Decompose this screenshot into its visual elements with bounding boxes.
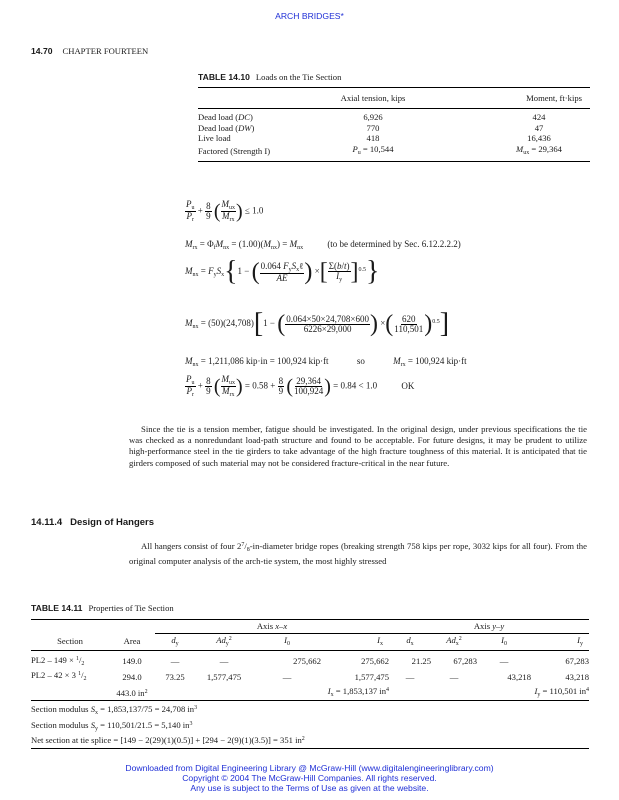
equation-note: (to be determined by Sec. 6.12.2.2.2) — [327, 239, 461, 249]
row-axial: $P_u = 10,544$ — [352, 143, 394, 156]
cell-section: PL2 – 42 × 3 $^1/_2$ — [31, 670, 87, 682]
cell: 67,283 — [565, 656, 589, 666]
col-ix: $I_x$ — [321, 634, 389, 651]
table-row — [31, 669, 589, 685]
table-caption: Properties of Tie Section — [88, 603, 174, 613]
equation-mnx-formula: $M_{nx} = F_yS_x\{1$ − ( $\frac{0.064 F_yS_x\ell}{AE}$ ) ×[ $\frac{\Sigma(b/t)}{I_y}$ ]$^{0.5}$} — [185, 256, 380, 287]
table-row — [198, 123, 590, 134]
footer-terms[interactable]: Any use is subject to the Terms of Use as given at the website. — [190, 783, 429, 793]
table-14-10-title — [198, 72, 341, 82]
loads-table — [198, 87, 590, 162]
table-row — [198, 144, 590, 162]
table-row — [198, 133, 590, 144]
axis-group-row — [31, 620, 589, 634]
cell-section: $PL2 - 149 \times ^1/_2$ — [31, 654, 85, 667]
col-axial-header: Axial tension, kips — [298, 88, 448, 109]
row-axial: 418 — [366, 133, 380, 143]
total-area: 443.0 $in^2$ — [116, 687, 148, 698]
cell: — — [405, 671, 415, 682]
col-i0-y: $I_0$ — [477, 634, 531, 651]
table-note: Section modulus $S_y = 110,501/21.5 = 5,140$ $in^3$ — [31, 719, 193, 732]
table-note: Net section at tie splice = [149 − 2(29)(1)(0.5)] + [294 − 2(9)(1)(3.5)] = 351 $in^2$ — [31, 735, 305, 745]
row-moment: 16,436 — [527, 133, 551, 143]
cell: 43,218 — [507, 671, 531, 682]
table-14-11-title — [31, 603, 174, 613]
table-notes-row — [31, 734, 589, 748]
table-caption: Loads on the Tie Section — [255, 72, 342, 82]
col-section: Section — [31, 634, 109, 651]
footer-copyright[interactable]: Copyright © 2004 The McGraw-Hill Companies. All rights reserved. — [182, 773, 437, 783]
row-load: Factored (Strength I) — [198, 145, 271, 156]
page-header — [31, 46, 148, 56]
hangers-paragraph: All hangers consist of four $2^7/_8-in$-diameter bridge ropes (breaking strength 758 kips per rope, 3032 kips for all four). From the original computer analysis of the arch-tie system, the most highly stressed — [129, 541, 587, 567]
tie-properties-table — [31, 619, 589, 749]
col-moment-header: Moment, ft·kips — [448, 88, 590, 109]
table-note: Section modulus $S_x = 1,853,137/75 = 24,708$ $in^3$ — [31, 701, 589, 719]
axis-xx-header: Axis x–x — [155, 620, 389, 634]
cell: 43,218 — [565, 671, 589, 682]
cell: — — [449, 671, 459, 682]
table-row — [31, 650, 589, 669]
col-adx2: $Ad_x^2$ — [431, 634, 477, 651]
cell: 149.0 — [122, 656, 142, 666]
col-i0: $I_0$ — [253, 634, 321, 651]
row-load: Live load — [198, 133, 231, 143]
table-row — [198, 109, 590, 123]
table-label: TABLE 14.11 — [31, 603, 83, 613]
axis-yy-header: Axis y–y — [389, 620, 589, 634]
equation-mnx-result: $M_{nx} = 1,211,086$ kip·in = 100,924 kip·ft so $M_{rx} = 100,924$ kip·ft — [185, 356, 467, 368]
total-iy: $I_y = 110,501$ $in^4$ — [534, 685, 589, 698]
cell: 294.0 — [122, 671, 142, 682]
equation-so: so — [356, 356, 365, 366]
section-number: 14.11.4 — [31, 517, 63, 528]
chapter-title: CHAPTER FOURTEEN — [62, 46, 149, 56]
row-moment: $M_{ux} = 29,364$ — [516, 143, 562, 156]
section-title: Design of Hangers — [70, 517, 155, 528]
cell: — — [499, 656, 509, 666]
cell: 73.25 — [165, 671, 185, 682]
cell: — — [170, 656, 180, 666]
cell: 67,283 — [453, 656, 477, 666]
cell: 21.25 — [411, 656, 431, 666]
table-label: TABLE 14.10 — [198, 72, 250, 82]
cell: 275,662 — [293, 656, 321, 666]
fatigue-paragraph: Since the tie is a tension member, fatigue should be investigated. In the original design, under previous specifications the tie was checked as a nonredundant load-path structure and found to be acceptable. For future designs, it may be prudent to utilize high-performance steel in the tie girders to take advantage of the high fracture toughness of this material. It is anticipated that tie girders composed of such material may not be considered fracture-critical in the near future. — [129, 424, 587, 468]
cell: — — [282, 671, 292, 682]
equation-mnx-numeric: $M_{nx} = (50)(24,708)[1$ − ( $\frac{0.064\times 50\times 24,708\times 600}{6226\times 29,000}$ ) ×( $\frac{620}{110,501}$ )$^{0.5}$] — [185, 308, 450, 339]
row-moment: 47 — [534, 122, 544, 133]
table-header-row — [31, 634, 589, 651]
cell: 1,577,475 — [354, 671, 389, 682]
cell: — — [219, 656, 229, 666]
equation-check: $\frac{P_u}{P_r}$ + $\frac{8}{9}$ ( $\frac{M_{ux}}{M_{rx}}$ ) = 0.58 + $\frac{8}{9}$ ( $\frac{29,364}{100,924}$ ) = 0.84 < 1.0 OK — [186, 374, 415, 398]
total-ix: $I_x = 1,853,137$ $in^4$ — [327, 685, 389, 698]
page-number: 14.70 — [31, 46, 53, 56]
col-ady2: $Ad_y^2$ — [195, 634, 253, 651]
table-notes-row — [31, 701, 589, 719]
row-load: Dead load (DC) — [198, 112, 253, 122]
col-dy: $d_y$ — [155, 634, 195, 651]
section-heading — [31, 517, 154, 528]
equation-interaction: $\frac{P_u}{P_r}$ + $\frac{8}{9}$ ( $\frac{M_{ux}}{M_{rx}}$ ) ≤ 1.0 — [186, 199, 264, 223]
equation-mrx: $M_{rx} = \Phi_fM_{nx} = (1.00)(M_{nx}) = M_{nx}$ (to be determined by Sec. 6.12.2.2.2) — [185, 239, 461, 251]
cell: 275,662 — [361, 656, 389, 666]
footer-download-link[interactable]: Downloaded from Digital Engineering Library @ McGraw-Hill (www.digitalengineeringlibrary.com) — [125, 763, 494, 773]
row-axial: 770 — [366, 122, 380, 133]
row-moment: 424 — [532, 112, 546, 122]
running-title[interactable]: ARCH BRIDGES* — [275, 11, 344, 21]
row-load: Dead load (DW) — [198, 122, 255, 133]
equation-ok: OK — [401, 380, 415, 391]
col-dx: $d_x$ — [389, 634, 431, 651]
cell: 1,577,475 — [206, 671, 242, 682]
table-header-row — [198, 88, 590, 109]
col-area: Area — [109, 634, 155, 651]
col-iy: $I_y$ — [531, 634, 589, 651]
table-notes-row — [31, 719, 589, 735]
totals-row — [31, 685, 589, 701]
footer — [0, 763, 619, 793]
row-axial: 6,926 — [363, 112, 383, 122]
